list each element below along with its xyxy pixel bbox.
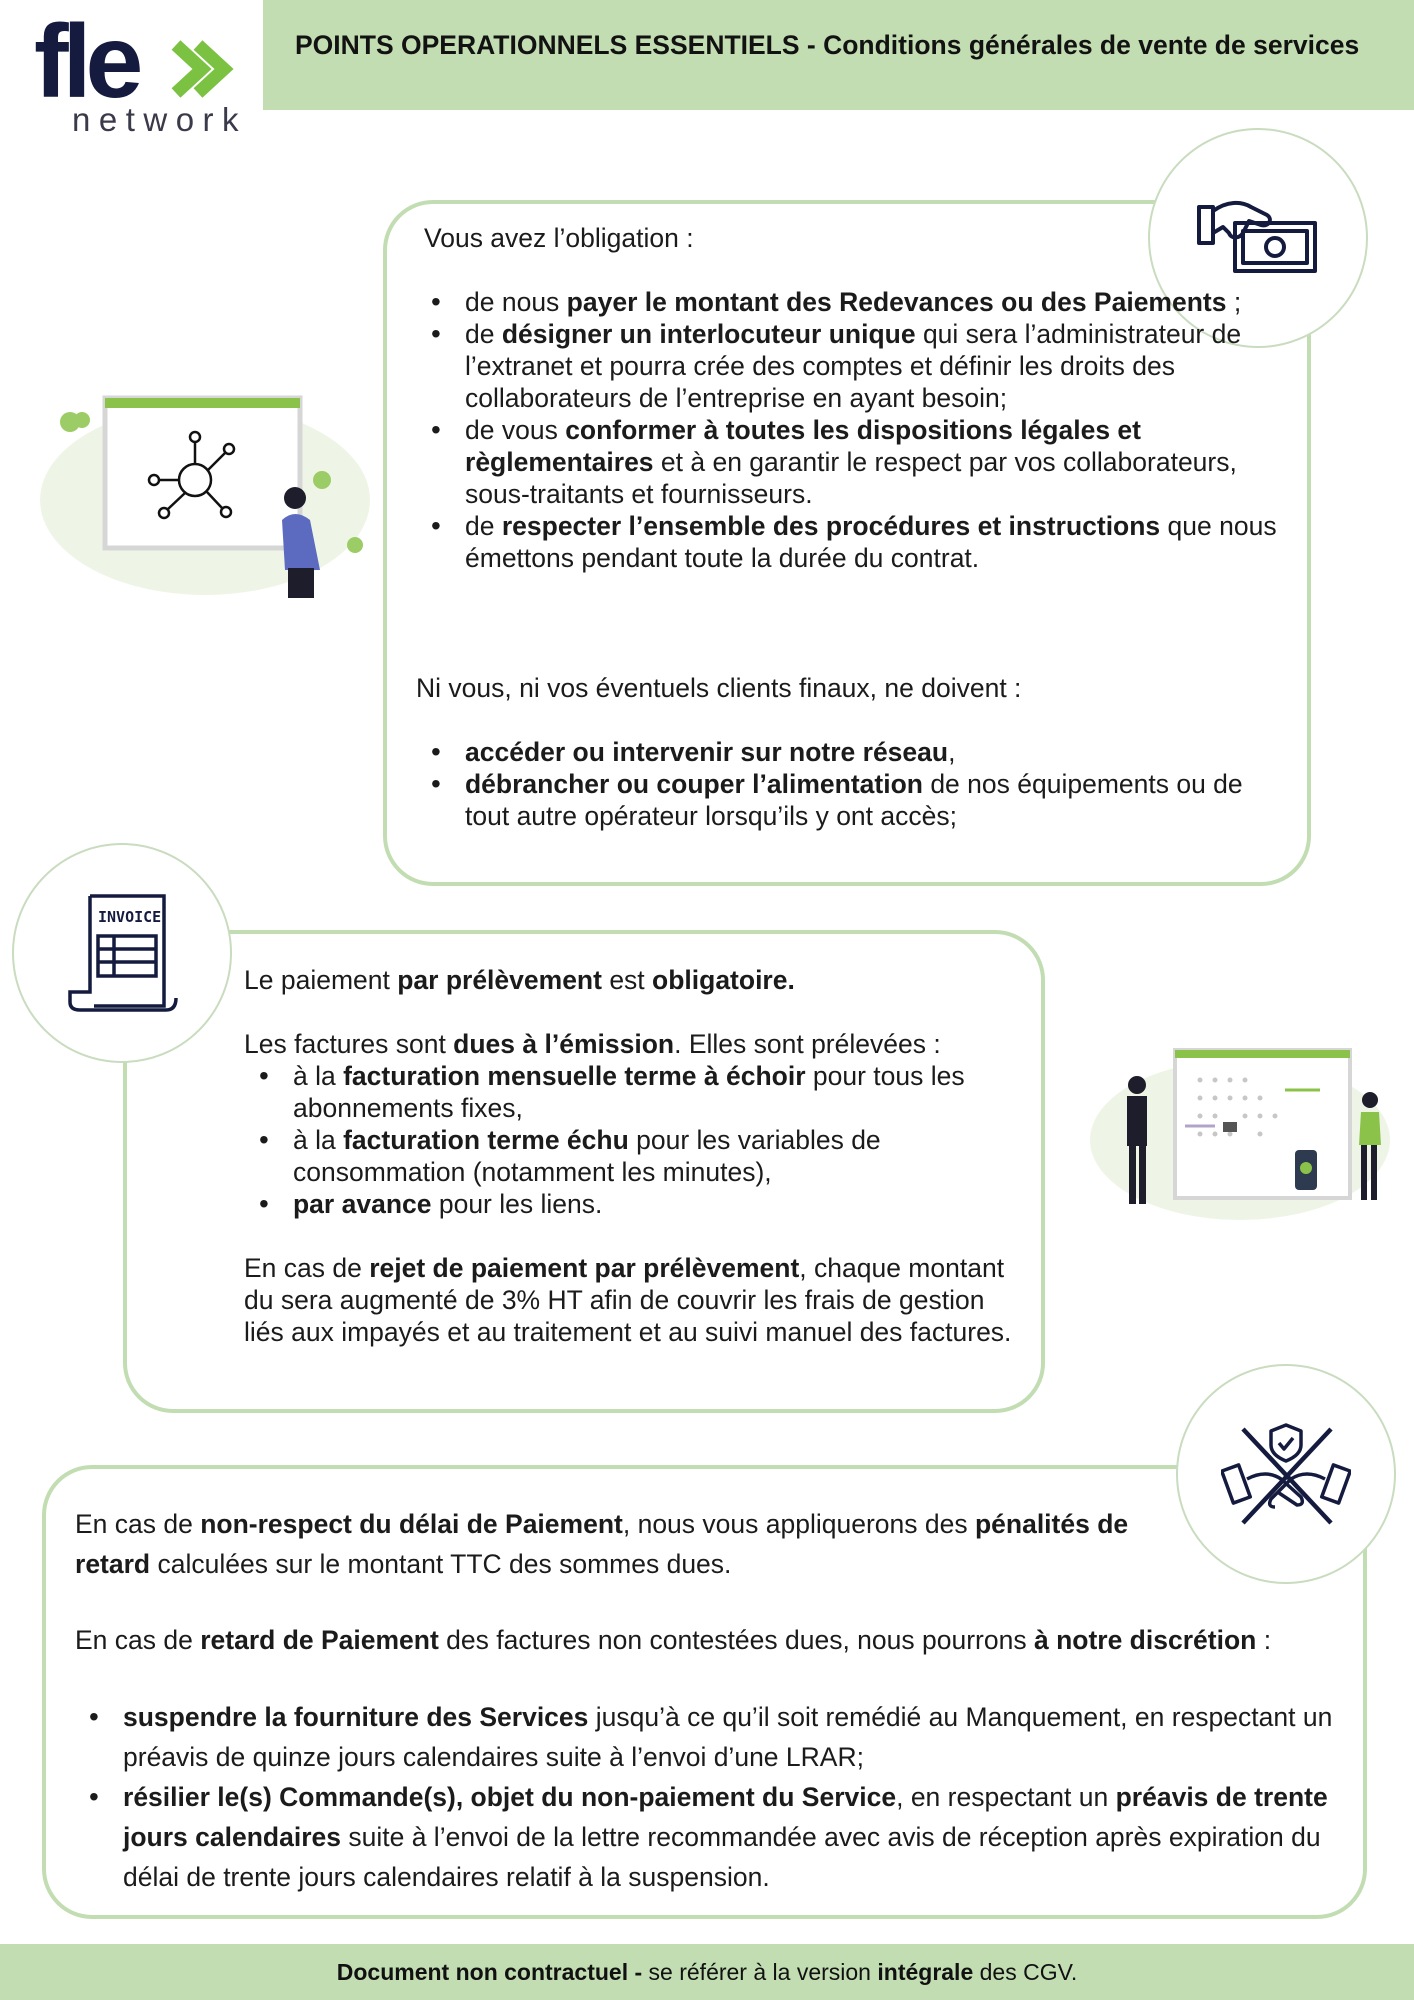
list-item: • à la facturation mensuelle terme à échoir pour tous les abonnements fixes, <box>293 1060 1023 1124</box>
list-item: • débrancher ou couper l’alimentation de nos équipements ou de tout autre opérateur lorsqu’ils y ont accès; <box>465 768 1265 832</box>
obligations-intro: Vous avez l’obligation : <box>424 223 694 253</box>
prohibitions-list <box>465 736 1265 832</box>
late-penalty-text: En cas de non-respect du délai de Paiement, nous vous appliquerons des pénalités de retard calculées sur le montant TTC des sommes dues. <box>75 1509 1129 1579</box>
footer-disclaimer: Document non contractuel - se référer à la version intégrale des CGV. <box>336 1959 1078 1985</box>
payment-reject-text: En cas de rejet de paiement par prélèvement, chaque montant du sera augmenté de 3% HT afin de couvrir les frais de gestion liés aux impayés et au traitement et au suivi manuel des factures. <box>244 1253 1012 1347</box>
list-item: • à la facturation terme échu pour les variables de consommation (notamment les minutes), <box>293 1124 1023 1188</box>
prohibitions-intro: Ni vous, ni vos éventuels clients finaux, ne doivent : <box>416 673 1022 703</box>
broken-deal-icon-circle <box>1176 1364 1396 1584</box>
invoice-due-text: Les factures sont dues à l’émission. Elles sont prélevées : <box>244 1029 941 1059</box>
late-payment-rights-text: En cas de retard de Paiement des factures non contestées dues, nous pourrons à notre discrétion : <box>75 1625 1272 1655</box>
logo-subtitle: network <box>72 101 248 138</box>
obligations-list <box>465 286 1285 574</box>
list-item: • de respecter l’ensemble des procédures et instructions que nous émettons pendant toute la durée du contrat. <box>465 510 1285 574</box>
sanctions-list <box>123 1697 1343 1897</box>
list-item: • accéder ou intervenir sur notre réseau, <box>465 736 1265 768</box>
svg-text:fle: fle <box>34 5 138 120</box>
hand-cash-icon <box>1193 193 1323 283</box>
calendar-illustration <box>1075 1030 1395 1230</box>
page-title: POINTS OPERATIONNELS ESSENTIELS - Conditions générales de vente de services <box>295 30 1360 60</box>
invoice-icon <box>62 888 182 1018</box>
list-item: • de désigner un interlocuteur unique qui sera l’administrateur de l’extranet et pourra crée des comptes et définir les droits des collaborateurs de l’entreprise en ayant besoin; <box>465 318 1285 414</box>
list-item: • de vous conformer à toutes les dispositions légales et règlementaires et à en garantir le respect par vos collaborateurs, sous-traitants et fournisseurs. <box>465 414 1285 510</box>
list-item: • résilier le(s) Commande(s), objet du non-paiement du Service, en respectant un préavis de trente jours calendaires suite à l’envoi de la lettre recommandée avec avis de réception après expiration du délai de trente jours calendaires relatif à la suspension. <box>123 1777 1343 1897</box>
payment-mandatory-text: Le paiement par prélèvement est obligatoire. <box>244 965 795 995</box>
network-illustration <box>30 380 375 605</box>
billing-list <box>293 1060 1023 1220</box>
flexx-network-logo <box>30 5 250 138</box>
list-item: • de nous payer le montant des Redevances ou des Paiements ; <box>465 286 1285 318</box>
invoice-icon-circle <box>12 843 232 1063</box>
list-item: • suspendre la fourniture des Services jusqu’à ce qu’il soit remédié au Manquement, en respectant un préavis de quinze jours calendaires suite à l’envoi d’une LRAR; <box>123 1697 1343 1777</box>
list-item: • par avance pour les liens. <box>293 1188 1023 1220</box>
broken-handshake-icon <box>1221 1419 1351 1529</box>
invoice-label: INVOICE <box>98 908 162 926</box>
